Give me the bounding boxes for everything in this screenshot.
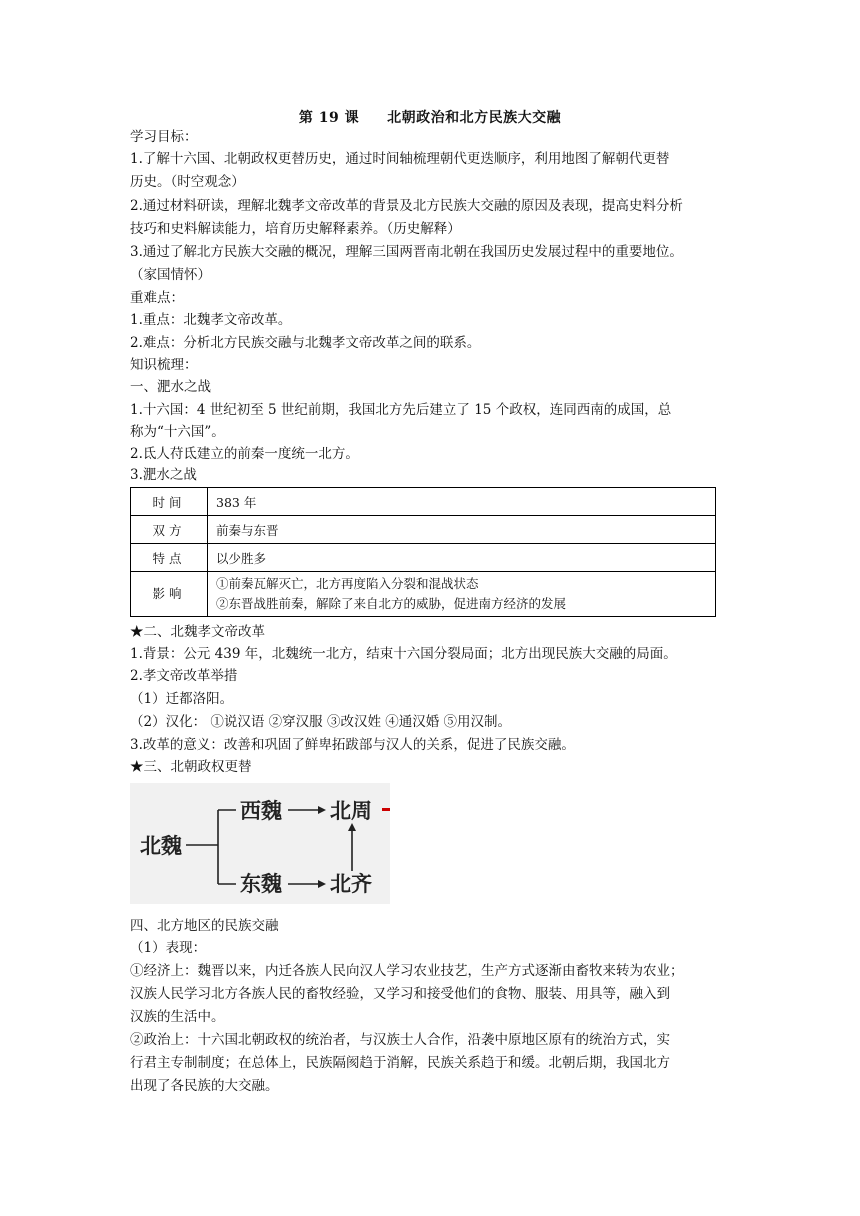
section4-p1: （1）表现： — [130, 940, 207, 956]
section1-p3: 3.淝水之战 — [130, 467, 197, 483]
page-title — [130, 107, 730, 127]
feishui-table — [130, 487, 716, 617]
section4-p2-line-3: 汉族的生活中。 — [130, 1009, 225, 1025]
section1-p2: 2.氐人苻氐建立的前秦一度统一北方。 — [130, 446, 359, 462]
key-point-2: 2.难点：分析北方民族交融与北魏孝文帝改革之间的联系。 — [130, 335, 481, 351]
impact-2: ②东晋战胜前秦，解除了来自北方的威胁，促进南方经济的发展 — [216, 596, 567, 611]
objective-1-line-2: 历史。（时空观念） — [130, 174, 245, 190]
dynasty-diagram — [130, 783, 390, 904]
objective-3-line-1: 3.通过了解北方民族大交融的概况，理解三国两晋南北朝在我国历史发展过程中的重要地位。 — [130, 244, 683, 260]
table-cell-value — [208, 572, 716, 617]
section4-p2-line-2: 汉族人民学习北方各族人民的畜牧经验，又学习和接受他们的食物、服装、用具等，融入到 — [130, 986, 670, 1002]
table-cell-label: 时间 — [131, 488, 208, 516]
section1-p1-line-1: 1.十六国：4 世纪初至 5 世纪前期，我国北方先后建立了 15 个政权，连同西南的成国，总 — [130, 402, 672, 418]
diagram-north-zhou: 北周 — [330, 799, 372, 823]
section4-p3-line-3: 出现了各民族的大交融。 — [130, 1078, 279, 1094]
lesson-number: 第 19 课 — [298, 110, 360, 126]
knowledge-heading: 知识梳理： — [130, 357, 198, 373]
objective-1-line-1: 1.了解十六国、北朝政权更替历史，通过时间轴梳理朝代更迭顺序，利用地图了解朝代更替 — [130, 151, 670, 167]
section1-heading: 一、淝水之战 — [130, 379, 211, 395]
section4-p3-line-1: ②政治上：十六国北朝政权的统治者，与汉族士人合作，沿袭中原地区原有的统治方式，实 — [130, 1032, 670, 1048]
section4-heading: 四、北方地区的民族交融 — [130, 918, 279, 934]
section2-p1: 1.背景：公元 439 年，北魏统一北方，结束十六国分裂局面；北方出现民族大交融的局面。 — [130, 646, 677, 662]
objective-2-line-1: 2.通过材料研读，理解北魏孝文帝改革的背景及北方民族大交融的原因及表现，提高史料分析 — [130, 198, 683, 214]
key-point-1: 1.重点：北魏孝文帝改革。 — [130, 312, 292, 328]
red-arrow-fragment — [382, 808, 390, 811]
section2-p4: （2）汉化： ①说汉语 ②穿汉服 ③改汉姓 ④通汉婚 ⑤用汉制。 — [130, 714, 512, 730]
section3-heading: ★三、北朝政权更替 — [130, 759, 252, 775]
objective-3-line-2: （家国情怀） — [130, 267, 211, 283]
table-cell-label: 特点 — [131, 544, 208, 572]
table-row — [131, 544, 716, 572]
diagram-east-wei: 东魏 — [240, 872, 282, 896]
diagram-north-wei: 北魏 — [140, 834, 182, 858]
table-cell-value: 383 年 — [208, 488, 716, 516]
diagram-north-qi: 北齐 — [330, 872, 372, 896]
table-row — [131, 488, 716, 516]
table-cell-label: 双方 — [131, 516, 208, 544]
section4-p3-line-2: 行君主专制制度；在总体上，民族隔阂趋于消解，民族关系趋于和缓。北朝后期，我国北方 — [130, 1055, 670, 1071]
table-cell-value: 前秦与东晋 — [208, 516, 716, 544]
section2-p3: （1）迁都洛阳。 — [130, 691, 234, 707]
section2-heading: ★二、北魏孝文帝改革 — [130, 624, 265, 640]
table-cell-value: 以少胜多 — [208, 544, 716, 572]
section2-p5: 3.改革的意义：改善和巩固了鲜卑拓跋部与汉人的关系，促进了民族交融。 — [130, 737, 575, 753]
table-row — [131, 516, 716, 544]
section1-p1-line-2: 称为“十六国”。 — [130, 424, 225, 440]
objectives-heading: 学习目标： — [130, 129, 198, 145]
table-row — [131, 572, 716, 617]
diagram-west-wei: 西魏 — [240, 799, 282, 823]
objective-2-line-2: 技巧和史料解读能力，培育历史解释素养。（历史解释） — [130, 221, 461, 237]
key-points-heading: 重难点： — [130, 290, 184, 306]
section4-p2-line-1: ①经济上：魏晋以来，内迁各族人民向汉人学习农业技艺，生产方式逐渐由畜牧来转为农业； — [130, 963, 684, 979]
table-cell-label: 影响 — [131, 572, 208, 617]
impact-1: ①前秦瓦解灭亡，北方再度陷入分裂和混战状态 — [216, 576, 479, 591]
section2-p2: 2.孝文帝改革举措 — [130, 668, 238, 684]
lesson-name: 北朝政治和北方民族大交融 — [387, 110, 562, 126]
